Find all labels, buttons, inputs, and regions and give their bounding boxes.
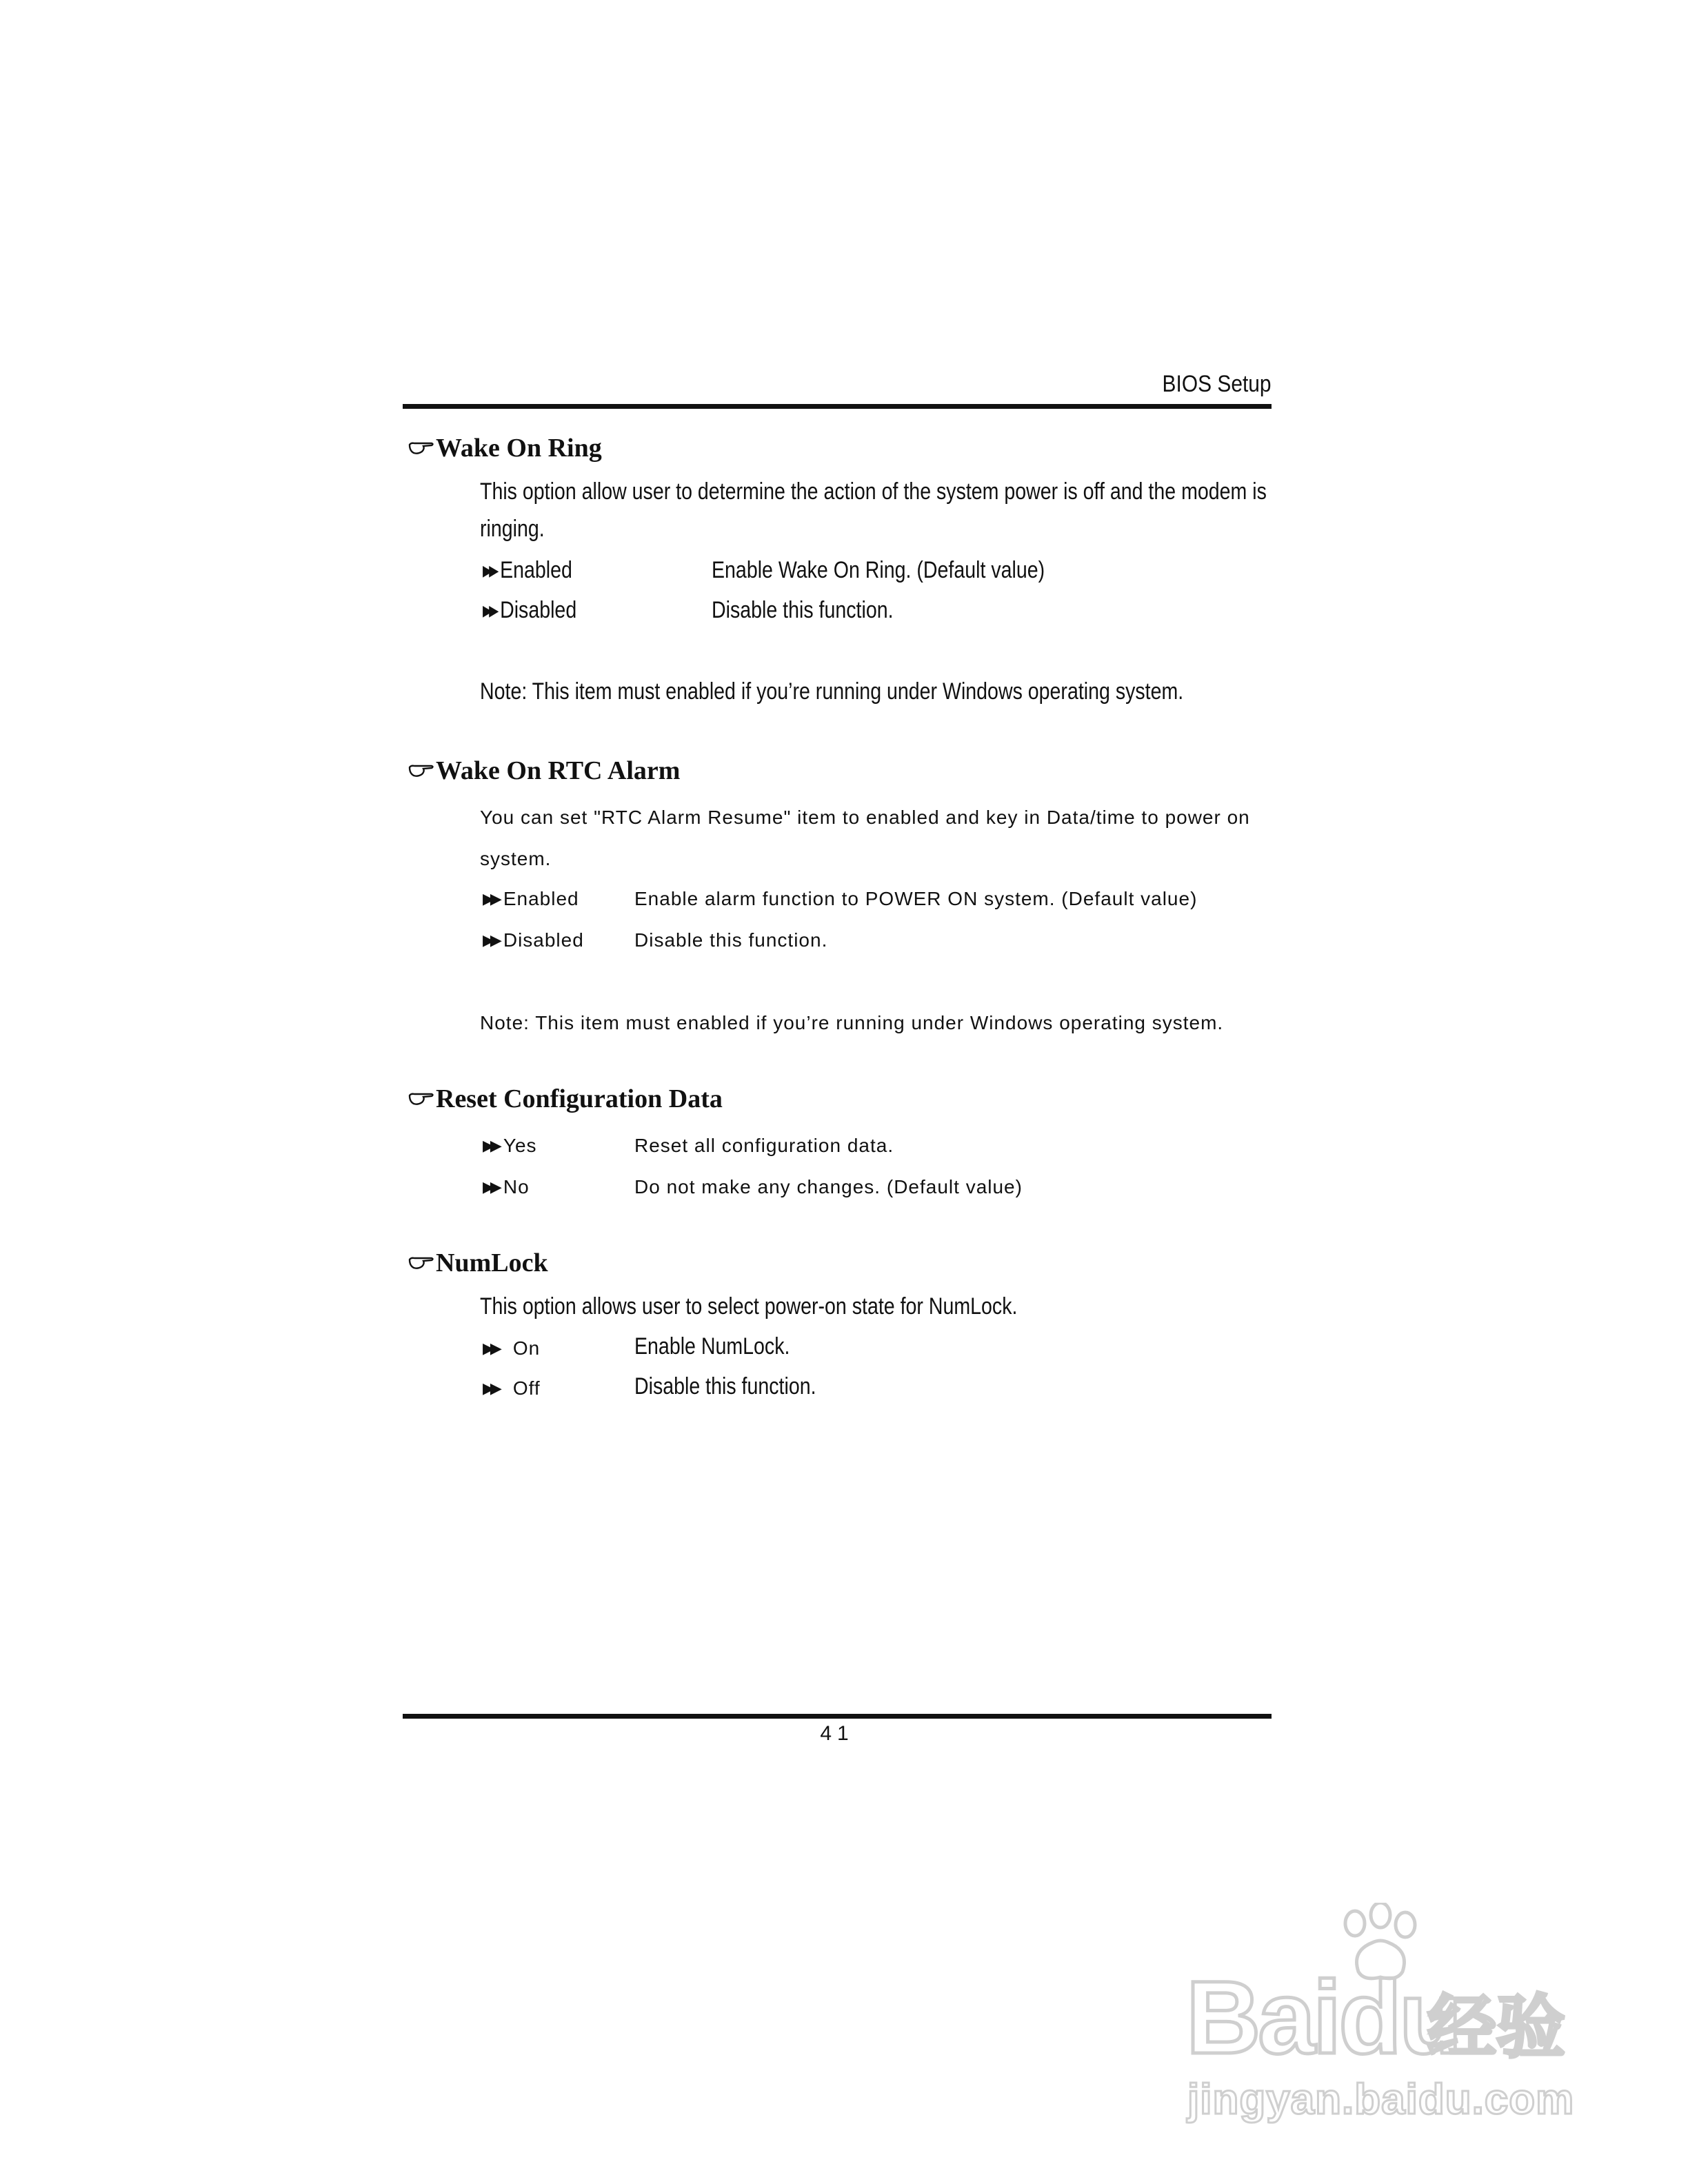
section-description: system. xyxy=(480,848,552,869)
section-description: This option allows user to select power-on state for NumLock. xyxy=(480,1293,1018,1320)
section-description: This option allow user to determine the action of the system power is off and the modem is xyxy=(480,478,1267,505)
option-description: Disable this function. xyxy=(712,597,894,623)
option-label-no: ▶▶ No xyxy=(483,1176,530,1197)
watermark-chinese: 经验 xyxy=(1427,1987,1565,2067)
pointing-hand-icon xyxy=(408,763,434,778)
section-title-wake-on-rtc-alarm xyxy=(408,756,680,786)
section-title-wake-on-ring xyxy=(408,433,602,463)
section-title-numlock xyxy=(408,1248,548,1278)
double-arrow-icon: ▶▶ xyxy=(483,1178,498,1195)
section-title-text: Wake On Ring xyxy=(436,434,602,463)
pointing-hand-icon xyxy=(408,1255,434,1271)
option-description: Enable alarm function to POWER ON system. (Default value) xyxy=(634,888,1198,909)
double-arrow-icon: ▶▶ xyxy=(483,931,498,949)
option-label-yes: ▶▶ Yes xyxy=(483,1135,537,1156)
section-title-text: NumLock xyxy=(436,1248,548,1277)
option-description: Reset all configuration data. xyxy=(634,1135,894,1156)
page-number: 41 xyxy=(820,1722,854,1745)
section-description: ringing. xyxy=(480,516,545,542)
section-note: Note: This item must enabled if you’re running under Windows operating system. xyxy=(480,1012,1224,1033)
double-arrow-icon: ▶▶ xyxy=(483,890,498,907)
footer-rule xyxy=(403,1714,1272,1719)
option-description: Disable this function. xyxy=(634,1373,816,1399)
double-arrow-icon: ▶▶ xyxy=(483,601,496,619)
double-arrow-icon: ▶▶ xyxy=(483,1379,498,1397)
option-label-off: ▶▶ Off xyxy=(483,1377,541,1399)
double-arrow-icon: ▶▶ xyxy=(483,1137,498,1154)
double-arrow-icon: ▶▶ xyxy=(483,1339,498,1357)
section-title-text: Wake On RTC Alarm xyxy=(436,756,681,785)
option-label-enabled: ▶▶ Enabled xyxy=(483,888,579,909)
option-description: Disable this function. xyxy=(634,929,828,951)
section-title-text: Reset Configuration Data xyxy=(436,1084,723,1113)
section-note: Note: This item must enabled if you’re running under Windows operating system. xyxy=(480,678,1184,705)
option-label-enabled: ▶▶ Enabled xyxy=(483,557,572,583)
option-description: Enable Wake On Ring. (Default value) xyxy=(712,557,1045,583)
section-title-reset-configuration-data xyxy=(408,1084,723,1114)
baidu-jingyan-watermark xyxy=(1186,1903,1575,2123)
double-arrow-icon: ▶▶ xyxy=(483,561,496,579)
option-label-disabled: ▶▶ Disabled xyxy=(483,597,577,623)
watermark-brand: Baidu xyxy=(1186,1959,1460,2075)
pointing-hand-icon xyxy=(408,1091,434,1106)
watermark-url: jingyan.baidu.com xyxy=(1187,2076,1575,2123)
option-label-disabled: ▶▶ Disabled xyxy=(483,929,584,951)
section-description: You can set "RTC Alarm Resume" item to enabled and key in Data/time to power on xyxy=(480,807,1250,828)
option-description: Enable NumLock. xyxy=(634,1333,790,1359)
option-label-on: ▶▶ On xyxy=(483,1337,541,1359)
option-description: Do not make any changes. (Default value) xyxy=(634,1176,1023,1197)
header-rule xyxy=(403,404,1272,409)
header-title: BIOS Setup xyxy=(1162,371,1272,397)
pointing-hand-icon xyxy=(408,441,434,456)
